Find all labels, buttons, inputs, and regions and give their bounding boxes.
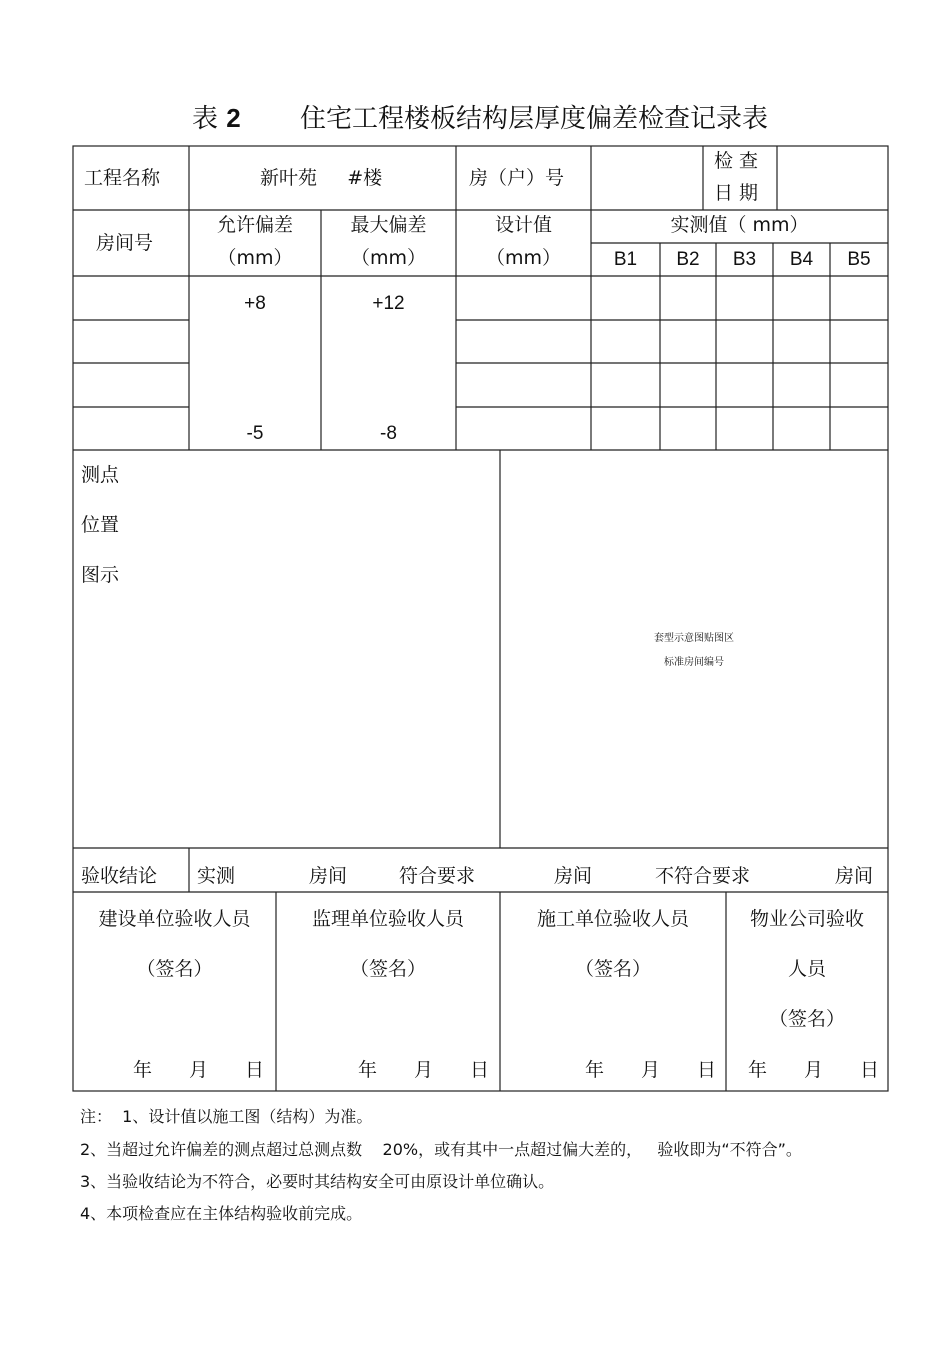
owner-date-day: 日 — [245, 1059, 265, 1081]
max-deviation-header: 最大偏差 — [350, 214, 427, 236]
supervisor-date-month: 月 — [414, 1059, 434, 1081]
project-name-value[interactable]: 新叶苑 #楼 — [260, 167, 383, 189]
property-date-year: 年 — [748, 1059, 768, 1081]
check-date-label-line2: 日 期 — [714, 182, 759, 204]
conclusion-room-3: 房间 — [835, 865, 874, 887]
allowable-deviation-header: 允许偏差 — [216, 214, 293, 236]
room-number-header: 房间号 — [96, 232, 154, 254]
note-3: 3、当验收结论为不符合，必要时其结构安全可由原设计单位确认。 — [80, 1172, 555, 1191]
conclusion-actual: 实测 — [197, 865, 236, 887]
allowable-deviation-unit: （mm） — [217, 247, 293, 269]
title-text: 住宅工程楼板结构层厚度偏差检查记录表 — [300, 104, 769, 134]
contractor-date-day: 日 — [697, 1059, 717, 1081]
room-number-placeholder: 标准房间编号 — [664, 657, 724, 668]
conclusion-label: 验收结论 — [81, 865, 158, 887]
property-signature-title-line2: 人员 — [787, 958, 826, 980]
diagram-label-line1: 测点 — [81, 464, 120, 486]
allowable-upper: +8 — [244, 293, 266, 314]
check-date-label-line1: 检 查 — [714, 150, 759, 172]
design-value-unit: （mm） — [485, 247, 562, 269]
property-date-month: 月 — [804, 1059, 824, 1081]
unit-number-label: 房（户）号 — [469, 167, 565, 189]
supervisor-signature-field[interactable]: （签名） — [349, 958, 426, 980]
property-signature-field[interactable]: （签名） — [768, 1008, 845, 1030]
max-upper: +12 — [372, 293, 405, 314]
owner-signature-title: 建设单位验收人员 — [98, 908, 251, 930]
contractor-date-year: 年 — [585, 1059, 605, 1081]
contractor-signature-field[interactable]: （签名） — [574, 958, 651, 980]
point-header-b1: B1 — [613, 249, 638, 270]
measured-value-header: 实测值（ mm） — [670, 214, 809, 236]
owner-date-year: 年 — [133, 1059, 153, 1081]
conclusion-ok: 符合要求 — [399, 865, 476, 887]
title-table-number: 表 2 — [192, 103, 241, 134]
point-header-b2: B2 — [676, 249, 700, 270]
owner-signature-field[interactable]: （签名） — [136, 958, 213, 980]
conclusion-not-ok: 不符合要求 — [655, 865, 751, 887]
point-header-b3: B3 — [732, 249, 757, 270]
note-1: 注： 1、设计值以施工图（结构）为准。 — [80, 1107, 373, 1126]
supervisor-date-day: 日 — [470, 1059, 490, 1081]
property-signature-title: 物业公司验收 — [749, 908, 864, 930]
design-value-header: 设计值 — [494, 214, 552, 236]
owner-date-month: 月 — [189, 1059, 209, 1081]
conclusion-room-2: 房间 — [554, 865, 593, 887]
property-date-day: 日 — [860, 1059, 880, 1081]
supervisor-date-year: 年 — [358, 1059, 378, 1081]
floorplan-placeholder: 套型示意图贴图区 — [654, 633, 734, 644]
point-header-b5: B5 — [847, 249, 871, 270]
max-deviation-unit: （mm） — [350, 247, 427, 269]
project-name-label: 工程名称 — [84, 167, 161, 189]
diagram-label-line2: 位置 — [81, 514, 120, 536]
diagram-label-line3: 图示 — [81, 564, 120, 586]
max-lower: -8 — [380, 423, 397, 444]
supervisor-signature-title: 监理单位验收人员 — [311, 908, 464, 930]
conclusion-room-1: 房间 — [309, 865, 348, 887]
note-2: 2、当超过允许偏差的测点超过总测点数 20%，或有其中一点超过偏大差的， 验收即为“不符合”。 — [80, 1140, 802, 1159]
contractor-signature-title: 施工单位验收人员 — [536, 908, 689, 930]
allowable-lower: -5 — [246, 423, 264, 444]
point-header-b4: B4 — [789, 249, 814, 270]
note-4: 4、本项检查应在主体结构验收前完成。 — [80, 1204, 363, 1223]
contractor-date-month: 月 — [641, 1059, 661, 1081]
